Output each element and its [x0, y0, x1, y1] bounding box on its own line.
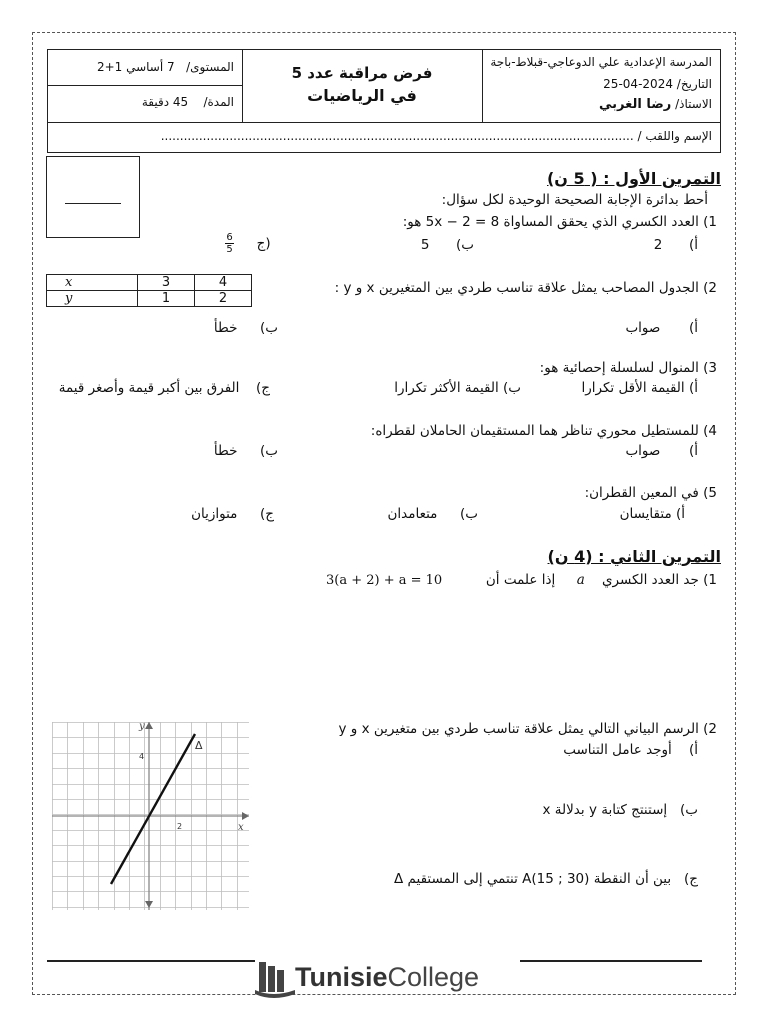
q4-option-b[interactable]: [214, 443, 278, 459]
q4-option-a[interactable]: [625, 443, 698, 459]
q1-option-c[interactable]: [225, 232, 271, 255]
header-divider: [482, 50, 483, 122]
q-text: إستنتج كتابة y بدلالة x: [542, 802, 668, 818]
q1-option-a[interactable]: [654, 237, 698, 253]
q-number: 4): [703, 423, 717, 439]
option-value: القيمة الأكثر تكرارا: [394, 380, 499, 396]
q3-option-b[interactable]: [394, 380, 521, 396]
brand-part-1: Tunisie: [295, 962, 388, 992]
option-label: ب): [503, 380, 521, 396]
x-axis-arrow: [242, 812, 249, 820]
option-label: ب): [456, 237, 474, 253]
teacher-value: رضا الغربي: [599, 97, 672, 112]
q-number: 2): [703, 721, 717, 737]
teacher-label: الاستاذ/: [675, 97, 712, 111]
option-value: صواب: [625, 320, 661, 336]
date-value: 2024-04-25: [603, 77, 673, 91]
option-value: متقايسان: [619, 506, 672, 522]
option-label: أ): [675, 506, 685, 522]
grade-line: [65, 203, 121, 204]
ex1-q2: [335, 280, 717, 296]
ex2-q2-a: [563, 742, 698, 758]
q-text: إذا علمت أن: [485, 572, 556, 588]
line-label-delta: Δ: [195, 739, 203, 752]
option-value: صواب: [625, 443, 661, 459]
option-label: ج): [256, 380, 270, 396]
q5-option-a[interactable]: [620, 506, 685, 522]
option-value: القيمة الأقل تكرارا: [581, 380, 685, 396]
y-tick-label: 4: [139, 752, 145, 761]
brand-part-2: College: [387, 962, 480, 992]
duration-label: المدة/: [203, 95, 234, 109]
q-number: 3): [703, 360, 717, 376]
x-axis-label: x: [238, 822, 244, 833]
option-value: خطأ: [213, 320, 238, 336]
table-cell: 1: [138, 291, 195, 307]
ex1-instruction: أحط بدائرة الإجابة الصحيحة الوحيدة لكل سؤال:: [441, 192, 708, 208]
footer-line-right: [520, 960, 702, 962]
table-cell: y: [47, 291, 138, 307]
fraction: [225, 232, 234, 255]
date-row: [603, 77, 712, 91]
option-value: الفرق بين أكبر قيمة وأصغر قيمة: [58, 380, 240, 396]
ex1-title: التمرين الأول : ( 5 ن): [546, 169, 721, 188]
q-number: 2): [703, 280, 717, 296]
proportional-graph: [52, 722, 249, 910]
option-label: ب): [260, 320, 278, 336]
option-label: ب): [460, 506, 478, 522]
q3-option-a[interactable]: [581, 380, 698, 396]
y-axis-arrow-bottom: [145, 901, 153, 908]
q-text: الجدول المصاحب يمثل علاقة تناسب طردي بين المتغيرين x و y :: [334, 280, 699, 296]
q-text: للمستطيل محوري تناظر هما المستقيمان الحاملان لقطراه:: [370, 423, 699, 439]
x-tick-label: 2: [177, 822, 183, 831]
ex1-q3: [540, 360, 717, 376]
q-text: المنوال لسلسلة إحصائية هو:: [539, 360, 699, 376]
q1-option-b[interactable]: [421, 237, 474, 253]
q2-option-a[interactable]: [625, 320, 698, 336]
ex2-q2: [339, 721, 718, 737]
q3-option-c[interactable]: [59, 380, 270, 396]
duration-row: [142, 95, 234, 109]
q-text: بين أن النقطة A(15 ; 30) تنتمي إلى المستقيم Δ: [393, 871, 672, 887]
header-table: [47, 49, 721, 153]
duration-value: 45 دقيقة: [141, 95, 189, 109]
q-number: 5): [703, 485, 717, 501]
grade-box: [46, 156, 140, 238]
fraction-numerator: 6: [226, 232, 233, 243]
ex2-title: التمرين الثاني : (4 ن): [547, 547, 721, 566]
ex2-q2-b: [542, 802, 698, 818]
level-value: 7 أساسي 1+2: [96, 60, 175, 74]
option-label: ج): [260, 506, 274, 522]
q-number: 1): [703, 572, 717, 588]
ex2-q1-equation: 3(a + 2) + a = 10: [326, 573, 443, 588]
exam-title: فرض مراقبة عدد 5: [291, 64, 433, 82]
table-cell: 2: [195, 291, 252, 307]
table-cell: 3: [138, 275, 195, 291]
student-name-field[interactable]: الإسم واللقب / ............................................................................................................................: [160, 129, 712, 143]
option-label: أ): [688, 443, 698, 459]
exam-subject: في الرياضيات: [307, 86, 417, 105]
option-label: أ): [688, 742, 698, 758]
header-divider: [48, 85, 242, 86]
q5-option-c[interactable]: [191, 506, 274, 522]
y-axis-label: y: [139, 722, 145, 732]
level-label: المستوى/: [186, 60, 234, 74]
fraction-denominator: 5: [226, 244, 233, 255]
option-label: أ): [688, 380, 698, 396]
option-value: خطأ: [213, 443, 238, 459]
q-text: في المعين القطران:: [584, 485, 699, 501]
option-label: أ): [688, 237, 698, 253]
level-row: [97, 60, 234, 74]
q-text: أوجد عامل التناسب: [563, 742, 672, 758]
q2-option-b[interactable]: [214, 320, 278, 336]
school-name: المدرسة الإعدادية علي الدوعاجي-قبلاط-باجة: [490, 55, 712, 69]
q5-option-b[interactable]: [388, 506, 479, 522]
q-text: الرسم البياني التالي يمثل علاقة تناسب طردي بين متغيرين x و y: [338, 721, 699, 737]
proportion-table: [46, 274, 252, 307]
option-value: 5: [420, 237, 430, 253]
table-cell: 4: [195, 275, 252, 291]
tunisie-college-logo: [255, 960, 520, 998]
brand-text: [295, 962, 479, 993]
option-label: ب): [260, 443, 278, 459]
header-divider: [48, 122, 720, 123]
footer-line-left: [47, 960, 255, 962]
q-number: 1): [703, 214, 717, 230]
q-variable: a: [576, 572, 585, 588]
option-label: أ): [688, 320, 698, 336]
ex2-q1: [486, 572, 717, 588]
ex1-q4: [371, 423, 717, 439]
option-value: متوازيان: [191, 506, 238, 522]
header-divider: [242, 50, 243, 122]
option-label: ج): [256, 235, 271, 252]
ex2-q2-c: [394, 871, 698, 887]
option-value: 2: [653, 237, 663, 253]
option-value: متعامدان: [387, 506, 438, 522]
table-cell: x: [47, 275, 138, 291]
teacher-row: [599, 97, 712, 112]
ex1-q1: [403, 214, 717, 230]
q-text: جد العدد الكسري: [601, 572, 699, 588]
option-label: ج): [684, 871, 698, 887]
ex1-q5: [585, 485, 717, 501]
q-text: العدد الكسري الذي يحقق المساواة 8 = 2 − 5x هو:: [402, 214, 699, 230]
option-label: ب): [680, 802, 698, 818]
y-axis-arrow: [145, 722, 153, 729]
book-icon: [255, 960, 295, 998]
date-label: التاريخ/: [676, 77, 712, 91]
